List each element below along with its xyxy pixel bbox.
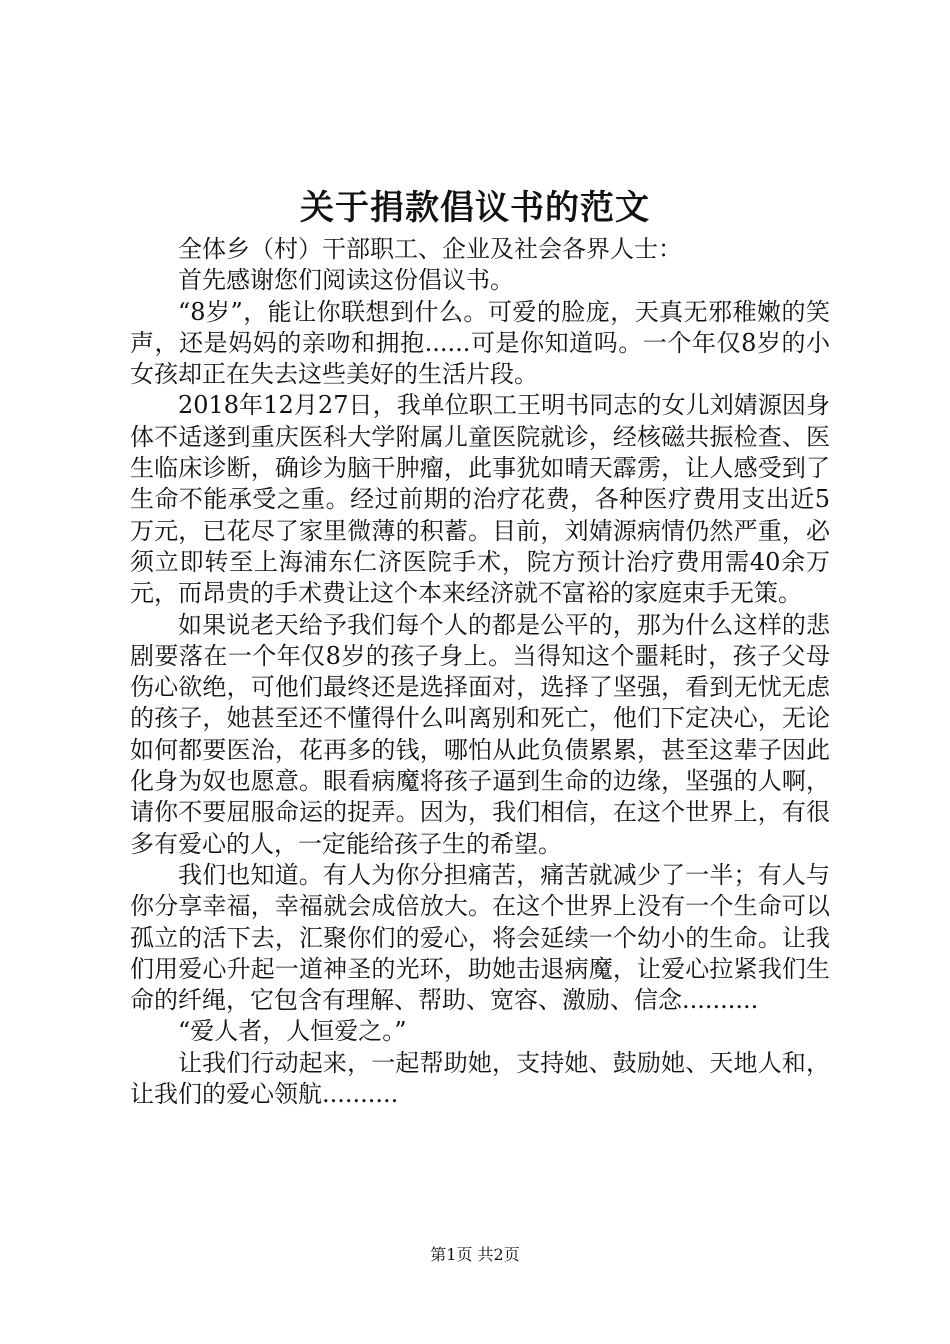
salutation-paragraph: 全体乡（村）干部职工、企业及社会各界人士： xyxy=(178,235,682,263)
body-paragraph: “8岁”，能让你联想到什么。可爱的脸庞，天真无邪稚嫩的笑声，还是妈妈的亲吻和拥抱......可是你知道吗。一个年仅8岁的小女孩却正在失去这些美好的生活片段。 xyxy=(130,297,830,389)
document-body xyxy=(130,234,830,1110)
page-number: 第1页 共2页 xyxy=(430,1245,520,1264)
body-paragraph: 首先感谢您们阅读这份倡议书。 xyxy=(178,266,514,295)
document-title: 关于捐款倡议书的范文 xyxy=(300,188,650,228)
body-paragraph: 我们也知道。有人为你分担痛苦，痛苦就减少了一半；有人与你分享幸福，幸福就会成倍放大。在这个世界上没有一个生命可以孤立的活下去，汇聚你们的爱心，将会延续一个幼小的生命。让我们用爱心升起一道神圣的光环，助她击退病魔，让爱心拉紧我们生命的纤绳，它包含有理解、帮助、宽容、激励、信念.......... xyxy=(130,860,830,1015)
body-paragraph: 2018年12月27日，我单位职工王明书同志的女儿刘婧源因身体不适遂到重庆医科大学附属儿童医院就诊，经核磁共振检查、医生临床诊断，确诊为脑干肿瘤，此事犹如晴天霹雳，让人感受到了生命不能承受之重。经过前期的治疗花费，各种医疗费用支出近5万元，已花尽了家里微薄的积蓄。目前，刘婧源病情仍然严重，必须立即转至上海浦东仁济医院手术，院方预计治疗费用需40余万元，而昂贵的手术费让这个本来经济就不富裕的家庭束手无策。 xyxy=(130,391,830,608)
body-paragraph: 如果说老天给予我们每个人的都是公平的，那为什么这样的悲剧要落在一个年仅8岁的孩子身上。当得知这个噩耗时，孩子父母伤心欲绝，可他们最终还是选择面对，选择了坚强，看到无忧无虑的孩子，她甚至还不懂得什么叫离别和死亡，他们下定决心，无论如何都要医治，花再多的钱，哪怕从此负债累累，甚至这辈子因此化身为奴也愿意。眼看病魔将孩子逼到生命的边缘，坚强的人啊，请你不要屈服命运的捉弄。因为，我们相信，在这个世界上，有很多有爱心的人，一定能给孩子生的希望。 xyxy=(130,610,830,858)
quote-paragraph: “爱人者，人恒爱之。” xyxy=(178,1017,407,1046)
body-paragraph: 让我们行动起来，一起帮助她，支持她、鼓励她、天地人和，让我们的爱心领航.......... xyxy=(130,1048,830,1109)
